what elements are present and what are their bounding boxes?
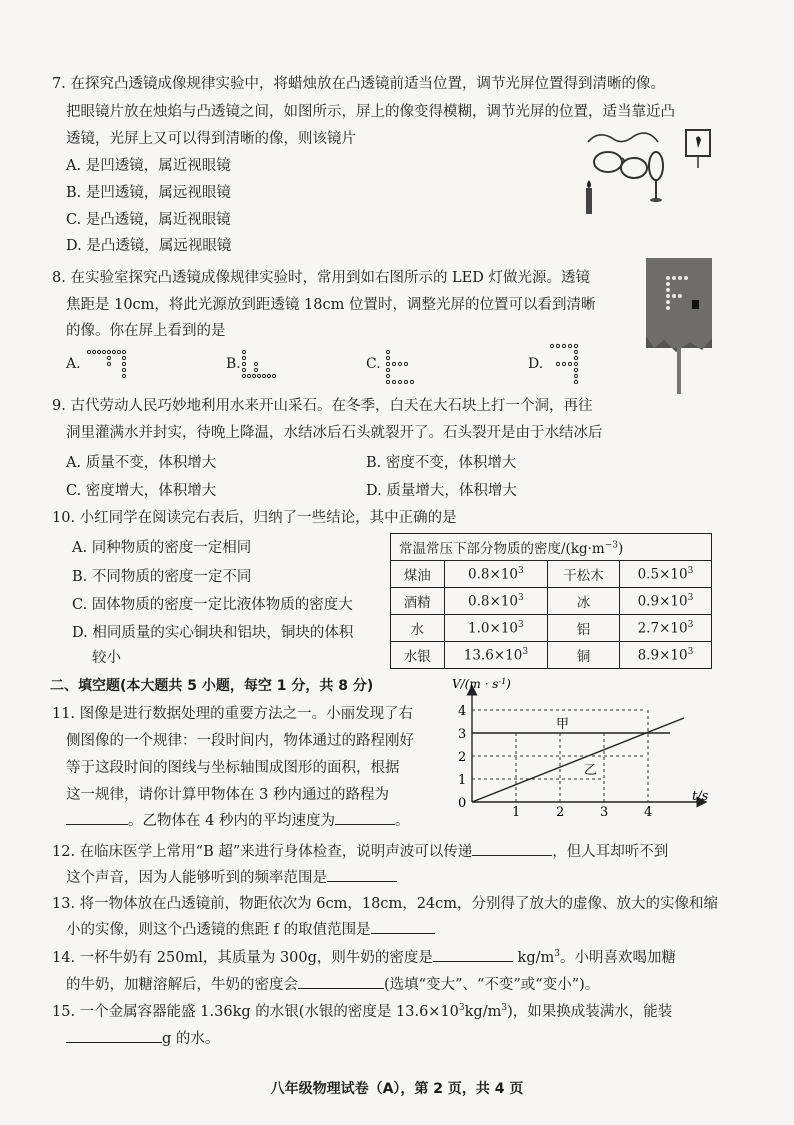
led-pattern-c [382, 348, 422, 384]
q9-option-d: D. 质量增大，体积增大 [366, 483, 517, 499]
density-exp: 3 [687, 565, 694, 576]
q15-line1: 15. 一个金属容器能盛 1.36kg 的水银(水银的密度是 $13.6\times 10^3kg/m^3$)，如果换成装满水，能装 [52, 1003, 673, 1020]
q10-option-d-cont: 较小 [92, 650, 121, 666]
q15-unit: kg/m [464, 1004, 502, 1020]
q10-option-d: D. 相同质量的实心铜块和铝块，铜块的体积 [72, 625, 354, 641]
q11-line3: 等于这段时间的图线与坐标轴围成图形的面积，根据 [66, 760, 400, 776]
led-pattern-b [240, 348, 286, 380]
section-fill-in-title: 二、填空题(本大题共 5 小题，每空 1 分，共 8 分) [50, 678, 374, 694]
q7-option-a: A. 是凹透镜，属近视眼镜 [66, 158, 231, 174]
density-mantissa: 0.8×10 [468, 566, 519, 583]
table-caption-row [391, 534, 712, 561]
x-tick-4: 4 [644, 805, 653, 820]
q12-line1-text: 12. 在临床医学上常用“B 超”来进行身体检查，说明声波可以传递 [52, 844, 473, 860]
q15-line2-text: g 的水。 [162, 1031, 220, 1047]
density-value [619, 561, 711, 588]
velocity-time-graph [446, 674, 714, 824]
answer-blank[interactable] [327, 867, 397, 882]
table-row [391, 561, 712, 588]
material-name: 铜 [548, 642, 620, 669]
y-tick-2: 2 [458, 750, 467, 765]
q11-line1: 11. 图像是进行数据处理的重要方法之一。小丽发现了右 [52, 706, 414, 722]
density-mantissa: 0.9×10 [637, 593, 688, 610]
q8-line2: 焦距是 10cm，将此光源放到距透镜 18cm 位置时，调整光屏的位置可以看到清晰 [66, 297, 596, 313]
material-name: 干松木 [548, 561, 620, 588]
y-axis-label: $V/(m \cdot s^{-1})$ [452, 677, 511, 691]
x-tick-1: 1 [512, 805, 521, 820]
q7-option-b: B. 是凹透镜，属远视眼镜 [66, 185, 231, 201]
series-jia-label: 甲 [556, 717, 570, 732]
density-value [619, 615, 711, 642]
answer-blank[interactable] [433, 947, 513, 962]
q9-option-a: A. 质量不变，体积增大 [66, 455, 217, 471]
q13-line1: 13. 将一物体放在凸透镜前，物距依次为 6cm，18cm，24cm，分别得了放大的虚像、放大的实像和缩 [52, 896, 719, 912]
q11-line2: 侧图像的一个规律：一段时间内，物体通过的路程刚好 [66, 733, 414, 749]
density-exp: 3 [687, 592, 694, 603]
q12-line1 [52, 840, 668, 861]
q9-option-b: B. 密度不变，体积增大 [366, 455, 517, 471]
q14-line2-text: 的牛奶，加糖溶解后，牛奶的密度会 [66, 977, 298, 993]
q15-line2 [66, 1027, 219, 1048]
caption-text: 常温常压下部分物质的密度/(kg·m [399, 541, 605, 557]
q15-line1-text: 15. 一个金属容器能盛 1.36kg 的水银(水银的密度是 13.6×10 [52, 1004, 459, 1020]
q14-line1-end: 。小明喜欢喝加糖 [559, 950, 676, 966]
answer-blank[interactable] [298, 974, 384, 989]
glasses-lens-figure [578, 120, 718, 225]
q7-option-d: D. 是凸透镜，属远视眼镜 [66, 238, 232, 254]
material-name: 冰 [548, 588, 620, 615]
q15-line1-end: )，如果换成装满水，能装 [507, 1004, 673, 1020]
table-caption [391, 534, 712, 561]
series-yi-line [472, 718, 684, 802]
x-tick-2: 2 [556, 805, 565, 820]
q11-line5-end: 。 [394, 813, 410, 829]
led-pattern-a [86, 348, 132, 380]
density-exp: 3 [687, 619, 694, 630]
density-value [619, 642, 711, 669]
q13-line2-text: 小的实像，则这个凸透镜的焦距 f 的取值范围是 [66, 922, 371, 938]
density-value [444, 588, 548, 615]
q7-line1: 7. 在探究凸透镜成像规律实验中，将蜡烛放在凸透镜前适当位置，调节光屏位置得到清晰的像。 [52, 76, 665, 92]
material-name: 煤油 [391, 561, 445, 588]
q14-line2 [66, 973, 599, 994]
density-exp: 3 [687, 646, 694, 657]
q11-line4: 这一规律，请你计算甲物体在 3 秒内通过的路程为 [66, 787, 389, 803]
density-mantissa: 0.8×10 [468, 593, 519, 610]
material-name: 水银 [391, 642, 445, 669]
material-name: 酒精 [391, 588, 445, 615]
density-exp: 3 [518, 619, 524, 630]
table-row [391, 642, 712, 669]
table-row [391, 615, 712, 642]
density-exp: 3 [518, 592, 524, 603]
material-name: 铝 [548, 615, 620, 642]
answer-blank[interactable] [472, 841, 552, 856]
y-tick-0: 0 [458, 796, 467, 811]
density-mantissa: 8.9×10 [637, 647, 688, 664]
q8-option-d: D. [528, 356, 544, 372]
density-value [444, 642, 548, 669]
q9-line1: 9. 古代劳动人民巧妙地利用水来开山采石。在冬季，白天在大石块上打一个洞，再往 [52, 398, 593, 414]
density-mantissa: 13.6×10 [463, 647, 523, 664]
density-mantissa: 0.5×10 [637, 566, 688, 583]
x-axis-label: t/s [692, 789, 709, 804]
answer-blank[interactable] [66, 810, 128, 825]
q10-option-a: A. 同种物质的密度一定相同 [72, 540, 252, 556]
series-yi-label: 乙 [584, 763, 598, 778]
density-mantissa: 2.7×10 [637, 620, 688, 637]
density-value [444, 561, 548, 588]
q10-option-c: C. 固体物质的密度一定比液体物质的密度大 [72, 597, 353, 613]
q10-option-b: B. 不同物质的密度一定不同 [72, 569, 252, 585]
q9-line2: 洞里灌满水并封实，待晚上降温，水结冰后石头就裂开了。石头裂开是由于水结冰后 [66, 425, 603, 441]
q11-line5-text: 。乙物体在 4 秒内的平均速度为 [128, 813, 335, 829]
q10-line1: 10. 小红同学在阅读完右表后，归纳了一些结论，其中正确的是 [52, 510, 457, 526]
q7-line2: 把眼镜片放在烛焰与凸透镜之间，如图所示，屏上的像变得模糊，调节光屏的位置，适当靠近凸 [66, 104, 675, 120]
density-value [619, 588, 711, 615]
q8-option-a: A. [66, 356, 81, 372]
x-tick-3: 3 [600, 805, 609, 820]
q12-line1-end: ，但人耳却听不到 [552, 844, 669, 860]
material-name: 水 [391, 615, 445, 642]
q7-line3: 透镜，光屏上又可以得到清晰的像，则该镜片 [66, 131, 356, 147]
q14-line1-text: 14. 一杯牛奶有 250ml，其质量为 300g，则牛奶的密度是 [52, 950, 433, 966]
q14-unit: kg/m [517, 950, 555, 966]
caption-exp: −3 [604, 540, 619, 551]
density-exp: 3 [522, 646, 529, 657]
answer-blank[interactable] [335, 810, 395, 825]
q8-option-c: C. [366, 356, 381, 372]
q8-line1: 8. 在实验室探究凸透镜成像规律实验时，常用到如右图所示的 LED 灯做光源。透镜 [52, 270, 590, 286]
y-tick-4: 4 [458, 704, 467, 719]
q13-line2 [66, 918, 435, 939]
q11-line5 [66, 809, 409, 830]
q8-option-b: B. [226, 356, 241, 372]
q9-option-c: C. 密度增大，体积增大 [66, 483, 217, 499]
y-tick-1: 1 [458, 773, 467, 788]
q12-line2-text: 这个声音，因为人能够听到的频率范围是 [66, 870, 327, 886]
density-mantissa: 1.0×10 [468, 620, 519, 637]
led-pattern-d [546, 342, 586, 384]
density-value [444, 615, 548, 642]
page-footer: 八年级物理试卷（A），第 2 页，共 4 页 [270, 1081, 524, 1097]
answer-blank[interactable] [371, 919, 435, 934]
y-tick-3: 3 [458, 727, 467, 742]
q7-option-c: C. 是凸透镜，属近视眼镜 [66, 212, 231, 228]
led-light-source-figure [644, 256, 716, 396]
density-exp: 3 [518, 565, 524, 576]
answer-blank[interactable] [66, 1028, 162, 1043]
table-row [391, 588, 712, 615]
q14-line2-end: (选填“变大”、“不变”或“变小”)。 [384, 977, 600, 993]
caption-end: ) [618, 541, 624, 557]
q14-line1: 14. 一杯牛奶有 250ml，其质量为 300g，则牛奶的密度是 $kg/m^3$。小明喜欢喝加糖 [52, 946, 676, 967]
q8-line3: 的像。你在屏上看到的是 [66, 323, 226, 339]
q12-line2 [66, 866, 397, 887]
density-table [390, 533, 712, 669]
